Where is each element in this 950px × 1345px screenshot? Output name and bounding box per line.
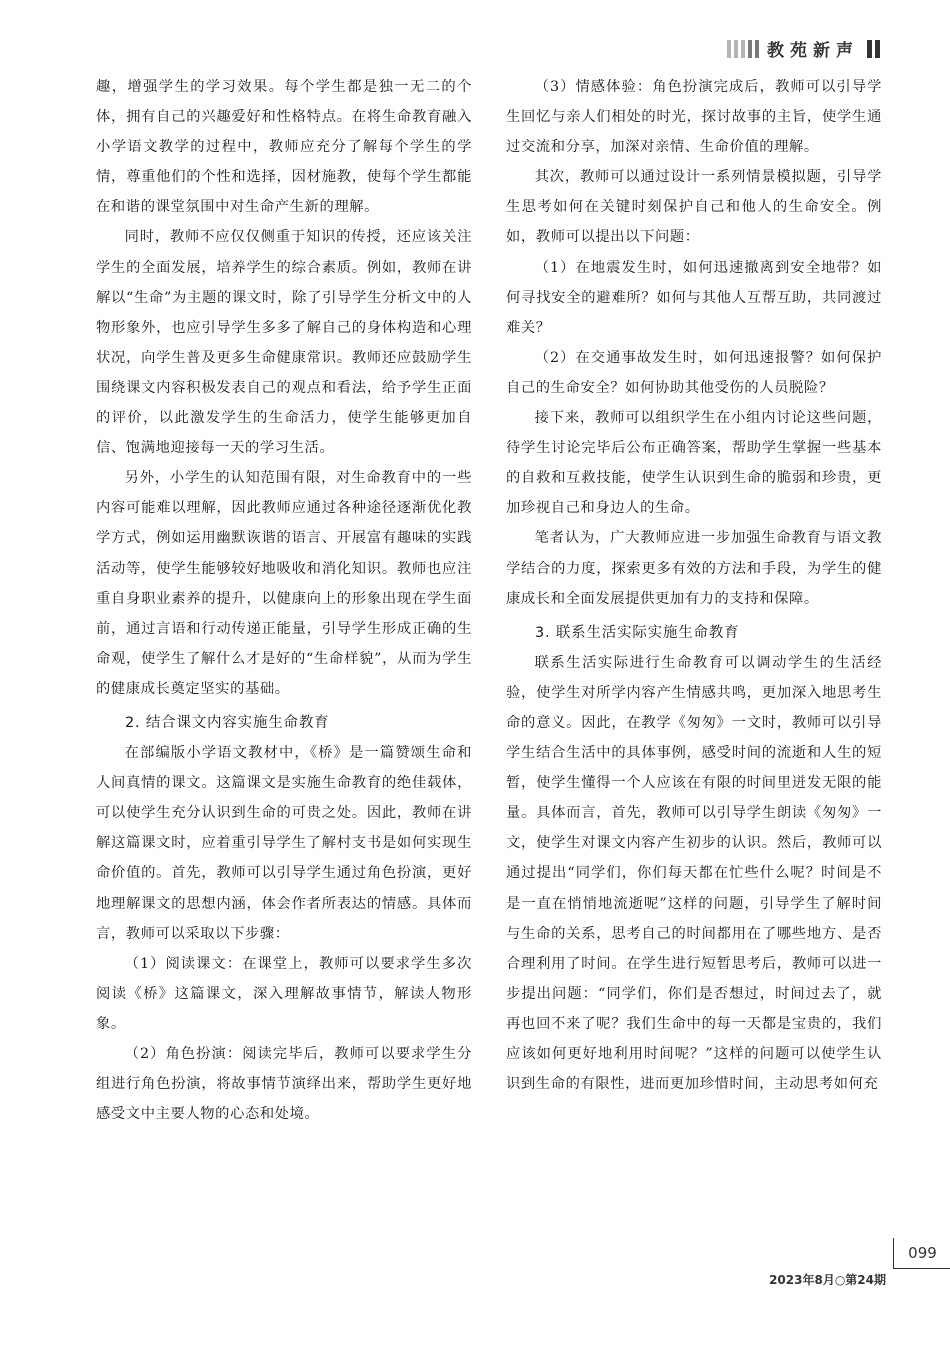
- section-heading: 3. 联系生活实际实施生命教育: [535, 624, 740, 641]
- paragraph: 接下来，教师可以组织学生在小组内讨论这些问题，待学生讨论完毕后公布正确答案，帮助学生掌握一些基本的自救和互救技能，使学生认识到生命的脆弱和珍贵，更加珍视自己和身边人的生命。: [506, 410, 882, 517]
- paragraph: 笔者认为，广大教师应进一步加强生命教育与语文教学结合的力度，探索更多有效的方法和手段，为学生的健康成长和全面发展提供更加有力的支持和保障。: [506, 530, 882, 607]
- paragraph: （1）阅读课文：在课堂上，教师可以要求学生多次阅读《桥》这篇课文，深入理解故事情节，解读人物形象。: [96, 955, 472, 1032]
- header-decoration-right: [867, 40, 880, 58]
- section-heading: 2. 结合课文内容实施生命教育: [125, 714, 330, 731]
- column-title: 教苑新声: [767, 41, 859, 61]
- paragraph: （2）在交通事故发生时，如何迅速报警？如何保护自己的生命安全？如何协助其他受伤的人员脱险？: [506, 349, 882, 396]
- page-number: 099: [893, 1238, 950, 1269]
- paragraph: 趣，增强学生的学习效果。每个学生都是独一无二的个体，拥有自己的兴趣爱好和性格特点。在将生命教育融入小学语文教学的过程中，教师应充分了解每个学生的学情，尊重他们的个性和选择，因材施教，使每个学生都能在和谐的课堂氛围中对生命产生新的理解。: [96, 79, 472, 216]
- paragraph: （2）角色扮演：阅读完毕后，教师可以要求学生分组进行角色扮演，将故事情节演绎出来，帮助学生更好地感受文中主要人物的心态和处境。: [96, 1046, 472, 1123]
- paragraph: 其次，教师可以通过设计一系列情景模拟题，引导学生思考如何在关键时刻保护自己和他人的生命安全。例如，教师可以提出以下问题：: [506, 169, 882, 246]
- right-column: [506, 72, 882, 1099]
- header-decoration-left: [727, 40, 759, 58]
- paragraph: 联系生活实际进行生命教育可以调动学生的生活经验，使学生对所学内容产生情感共鸣，更加深入地思考生命的意义。因此，在教学《匆匆》一文时，教师可以引导学生结合生活中的具体事例，感受时间的流逝和人生的短暂，使学生懂得一个人应该在有限的时间里迸发无限的能量。具体而言，首先，教师可以引导学生朗读《匆匆》一文，使学生对课文内容产生初步的认识。然后，教师可以通过提出“同学们，你们每天都在忙些什么呢？时间是不是一直在悄悄地流逝呢”这样的问题，引导学生了解时间与生命的关系，思考自己的时间都用在了哪些地方、是否合理利用了时间。在学生进行短暂思考后，教师可以进一步提出问题：“同学们，你们是否想过，时间过去了，就再也回不来了呢？我们生命中的每一天都是宝贵的，我们应该如何更好地利用时间呢？”这样的问题可以使学生认识到生命的有限性，进而更加珍惜时间，主动思考如何充: [506, 654, 882, 1093]
- journal-header: [727, 36, 880, 61]
- issue-info: 2023年8月○第24期: [769, 1273, 886, 1287]
- paragraph: （1）在地震发生时，如何迅速撤离到安全地带？如何寻找安全的避难所？如何与其他人互帮互助，共同渡过难关？: [506, 259, 882, 336]
- paragraph: 在部编版小学语文教材中，《桥》是一篇赞颂生命和人间真情的课文。这篇课文是实施生命教育的绝佳载体，可以使学生充分认识到生命的可贵之处。因此，教师在讲解这篇课文时，应着重引导学生了解村支书是如何实现生命价值的。首先，教师可以引导学生通过角色扮演，更好地理解课文的思想内涵，体会作者所表达的情感。具体而言，教师可以采取以下步骤：: [96, 745, 472, 942]
- paragraph: 另外，小学生的认知范围有限，对生命教育中的一些内容可能难以理解，因此教师应通过各种途径逐渐优化教学方式，例如运用幽默诙谐的语言、开展富有趣味的实践活动等，使学生能够较好地吸收和消化知识。教师也应注重自身职业素养的提升，以健康向上的形象出现在学生面前，通过言语和行动传递正能量，引导学生形成正确的生命观，使学生了解什么才是好的“生命样貌”，从而为学生的健康成长奠定坚实的基础。: [96, 470, 472, 697]
- paragraph: 同时，教师不应仅仅侧重于知识的传授，还应该关注学生的全面发展，培养学生的综合素质。例如，教师在讲解以“生命”为主题的课文时，除了引导学生分析文中的人物形象外，也应引导学生多多了解自己的身体构造和心理状况，向学生普及更多生命健康常识。教师还应鼓励学生围绕课文内容积极发表自己的观点和看法，给予学生正面的评价，以此激发学生的生命活力，使学生能够更加自信、饱满地迎接每一天的学习生活。: [96, 229, 472, 457]
- left-column: [96, 72, 472, 1129]
- paragraph: （3）情感体验：角色扮演完成后，教师可以引导学生回忆与亲人们相处的时光，探讨故事的主旨，使学生通过交流和分享，加深对亲情、生命价值的理解。: [506, 79, 882, 156]
